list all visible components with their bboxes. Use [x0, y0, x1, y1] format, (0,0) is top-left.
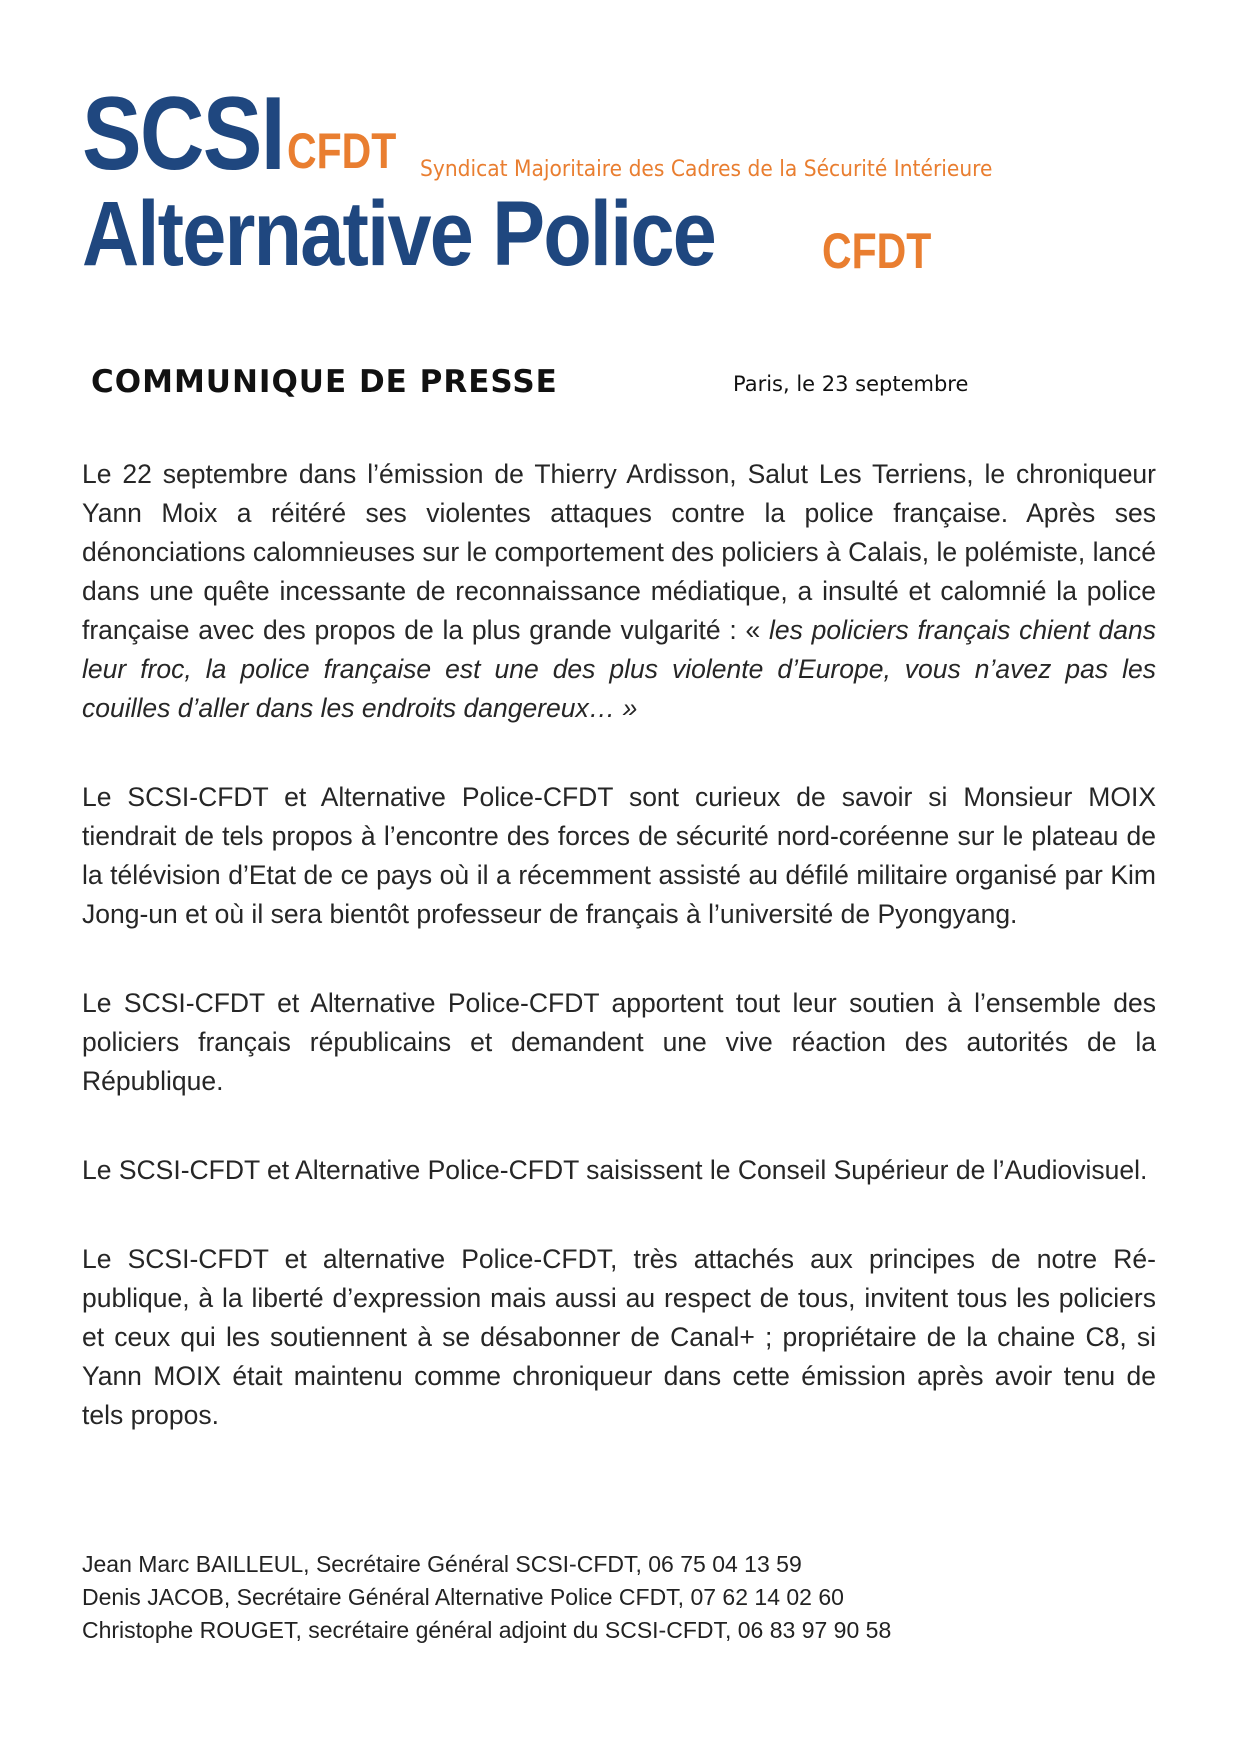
paragraph-2: Le SCSI-CFDT et Alternative Police-CFDT sont curieux de savoir si Monsieur MOIX tiendrait de tels propos à l’encontre des forces de sécurité nord-coréenne sur le plateau de la télévision d’Etat de ce pays où il a récemment assisté au défilé militaire organisé par Kim Jong-un et où il sera bientôt professeur de français à l’université de Pyongyang.: [82, 782, 1156, 929]
signatures: [82, 1548, 1162, 1647]
page-title: COMMUNIQUE DE PRESSE: [91, 364, 558, 400]
signature-line: Denis JACOB, Secrétaire Général Alternative Police CFDT, 07 62 14 02 60: [82, 1584, 844, 1610]
signature-line: Jean Marc BAILLEUL, Secrétaire Général SCSI-CFDT, 06 75 04 13 59: [82, 1551, 802, 1577]
paragraph-1-quote: les policiers français chient dans leur froc, la police française est une des plus violente d’Europe, vous n’avez pas les couilles d’aller dans les endroits dangereux… »: [82, 615, 1156, 723]
press-release-body: [82, 455, 1156, 1435]
paragraph-4: Le SCSI-CFDT et Alternative Police-CFDT saisissent le Conseil Supérieur de l’Audiovisuel.: [82, 1155, 1148, 1185]
signature-line: Christophe ROUGET, secrétaire général adjoint du SCSI-CFDT, 06 83 97 90 58: [82, 1617, 892, 1643]
union-tagline: Syndicat Majoritaire des Cadres de la Sécurité Intérieure: [420, 157, 993, 182]
paragraph-3: Le SCSI-CFDT et Alternative Police-CFDT apportent tout leur soutien à l’ensemble des policiers français républicains et demandent une vive réaction des autorités de la République.: [82, 988, 1156, 1096]
paragraph-5: Le SCSI-CFDT et alternative Police-CFDT, très attachés aux principes de notre République, à la liberté d’expression mais aussi au respect de tous, invitent tous les policiers et ceux qui les soutiennent à se désabonner de Canal+ ; propriétaire de la chaine C8, si Yann MOIX était maintenu comme chroniqueur dans cette émission après avoir tenu de tels propos.: [82, 1244, 1156, 1430]
letterhead-row-alternative-police: [82, 183, 1162, 298]
press-date: Paris, le 23 septembre: [733, 372, 969, 396]
cfdt-logo-text: CFDT: [287, 123, 397, 179]
cfdt-logo-text-2: CFDT: [822, 223, 932, 279]
paragraph-1: [82, 455, 1156, 728]
letterhead-row-scsi: [82, 76, 1162, 192]
paragraph-1-text: Le 22 septembre dans l’émission de Thierry Ardisson, Salut Les Terriens, le chroniqueur Yann Moix a réitéré ses violentes attaques contre la police française. Après ses dénonciations calomnieuses sur le comportement des policiers à Calais, le polémiste, lancé dans une quête incessante de reconnaissance médiatique, a insulté et calomnié la police française avec des propos de la plus grande vulgarité : «: [82, 459, 1156, 645]
scsi-logo-text: SCSI: [82, 76, 284, 192]
letterhead: [82, 76, 1162, 298]
alternative-police-logo-text: Alternative Police: [82, 183, 716, 285]
